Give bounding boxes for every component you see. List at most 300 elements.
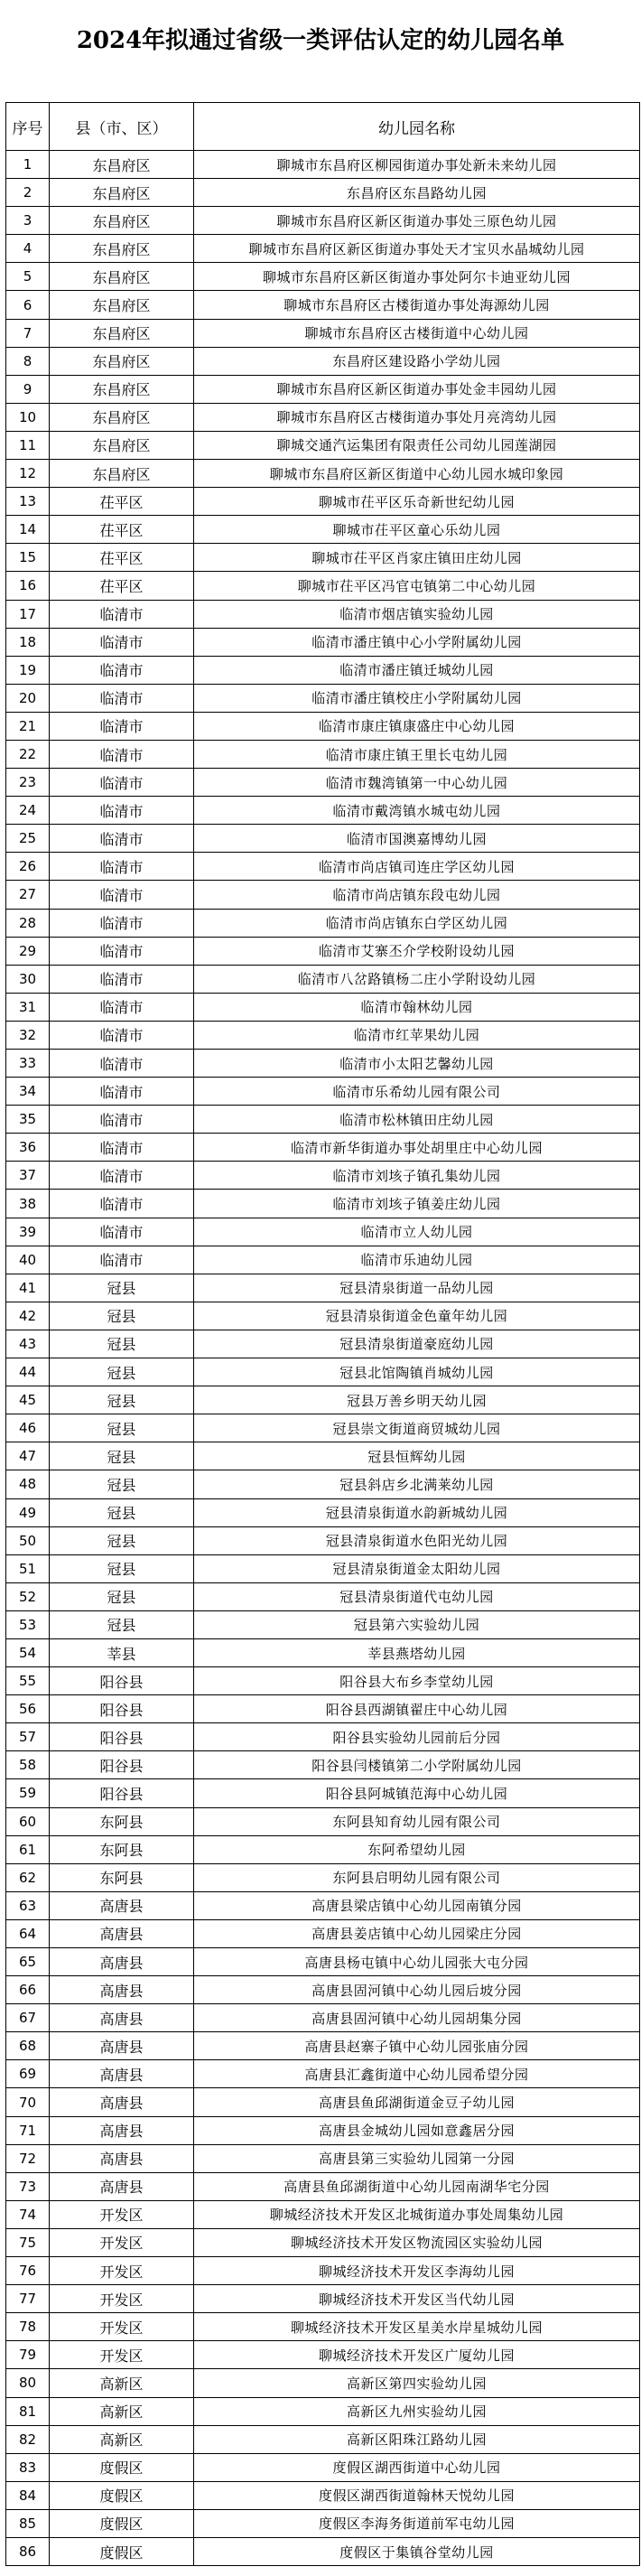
table-row — [6, 2397, 640, 2425]
table-row — [6, 403, 640, 431]
table-row — [6, 2116, 640, 2144]
row-kindergarten-name: 临清市康庄镇康盛庄中心幼儿园 — [194, 712, 640, 740]
table-row — [6, 881, 640, 909]
row-county: 临清市 — [50, 1218, 194, 1246]
row-kindergarten-name: 莘县燕塔幼儿园 — [194, 1638, 640, 1666]
table-row — [6, 235, 640, 263]
table-row — [6, 1835, 640, 1863]
table-row — [6, 1554, 640, 1582]
row-index: 56 — [6, 1695, 50, 1723]
table-row — [6, 347, 640, 375]
table-row — [6, 1386, 640, 1414]
row-kindergarten-name: 阳谷县闫楼镇第二小学附属幼儿园 — [194, 1751, 640, 1779]
row-index: 16 — [6, 572, 50, 600]
row-kindergarten-name: 高唐县第三实验幼儿园第一分园 — [194, 2144, 640, 2172]
row-kindergarten-name: 高唐县梁店镇中心幼儿园南镇分园 — [194, 1891, 640, 1919]
row-county: 高新区 — [50, 2369, 194, 2397]
row-kindergarten-name: 冠县清泉街道金太阳幼儿园 — [194, 1554, 640, 1582]
table-row — [6, 2285, 640, 2313]
table-row — [6, 1414, 640, 1442]
row-county: 开发区 — [50, 2341, 194, 2369]
table-row — [6, 797, 640, 825]
row-county: 开发区 — [50, 2228, 194, 2256]
row-county: 临清市 — [50, 797, 194, 825]
row-index: 61 — [6, 1835, 50, 1863]
table-row — [6, 2004, 640, 2032]
row-index: 40 — [6, 1246, 50, 1274]
row-kindergarten-name: 聊城市东昌府区古楼街道办事处月亮湾幼儿园 — [194, 403, 640, 431]
row-county: 度假区 — [50, 2453, 194, 2481]
row-kindergarten-name: 东昌府区建设路小学幼儿园 — [194, 347, 640, 375]
row-index: 86 — [6, 2537, 50, 2565]
row-index: 50 — [6, 1526, 50, 1554]
row-index: 85 — [6, 2509, 50, 2537]
row-index: 24 — [6, 797, 50, 825]
row-kindergarten-name: 高唐县固河镇中心幼儿园后坡分园 — [194, 1976, 640, 2004]
row-kindergarten-name: 聊城经济技术开发区当代幼儿园 — [194, 2285, 640, 2313]
row-index: 1 — [6, 151, 50, 179]
row-kindergarten-name: 冠县清泉街道一品幼儿园 — [194, 1274, 640, 1302]
row-county: 东昌府区 — [50, 207, 194, 235]
row-kindergarten-name: 度假区湖西街道中心幼儿园 — [194, 2453, 640, 2481]
row-kindergarten-name: 阳谷县西湖镇翟庄中心幼儿园 — [194, 1695, 640, 1723]
table-row — [6, 207, 640, 235]
row-index: 23 — [6, 769, 50, 797]
table-row — [6, 1302, 640, 1330]
table-row — [6, 1610, 640, 1638]
row-kindergarten-name: 聊城经济技术开发区星美水岸星城幼儿园 — [194, 2313, 640, 2341]
table-row — [6, 1470, 640, 1498]
table-row — [6, 937, 640, 965]
row-kindergarten-name: 冠县万善乡明天幼儿园 — [194, 1386, 640, 1414]
row-kindergarten-name: 临清市新华街道办事处胡里庄中心幼儿园 — [194, 1134, 640, 1162]
row-index: 12 — [6, 460, 50, 488]
table-row — [6, 2369, 640, 2397]
table-row — [6, 740, 640, 768]
row-kindergarten-name: 阳谷县阿城镇范海中心幼儿园 — [194, 1779, 640, 1807]
row-kindergarten-name: 聊城经济技术开发区李海幼儿园 — [194, 2257, 640, 2285]
row-county: 冠县 — [50, 1442, 194, 1470]
row-county: 临清市 — [50, 1050, 194, 1078]
row-county: 东昌府区 — [50, 235, 194, 263]
row-county: 东昌府区 — [50, 151, 194, 179]
row-index: 84 — [6, 2481, 50, 2509]
row-county: 度假区 — [50, 2481, 194, 2509]
table-row — [6, 2144, 640, 2172]
table-row — [6, 1050, 640, 1078]
row-county: 开发区 — [50, 2313, 194, 2341]
row-kindergarten-name: 临清市烟店镇实验幼儿园 — [194, 600, 640, 628]
row-index: 25 — [6, 825, 50, 853]
row-county: 冠县 — [50, 1582, 194, 1610]
table-row — [6, 1695, 640, 1723]
table-row — [6, 1442, 640, 1470]
row-kindergarten-name: 高新区第四实验幼儿园 — [194, 2369, 640, 2397]
row-index: 39 — [6, 1218, 50, 1246]
row-county: 茌平区 — [50, 488, 194, 516]
row-index: 20 — [6, 684, 50, 712]
row-kindergarten-name: 冠县清泉街道金色童年幼儿园 — [194, 1302, 640, 1330]
row-index: 47 — [6, 1442, 50, 1470]
row-county: 临清市 — [50, 909, 194, 937]
table-row — [6, 684, 640, 712]
row-index: 66 — [6, 1976, 50, 2004]
row-index: 35 — [6, 1106, 50, 1134]
table-row — [6, 431, 640, 459]
row-index: 51 — [6, 1554, 50, 1582]
row-index: 64 — [6, 1919, 50, 1947]
row-kindergarten-name: 东阿县知育幼儿园有限公司 — [194, 1807, 640, 1835]
row-county: 度假区 — [50, 2509, 194, 2537]
row-index: 57 — [6, 1723, 50, 1751]
row-index: 79 — [6, 2341, 50, 2369]
table-row — [6, 1246, 640, 1274]
row-index: 36 — [6, 1134, 50, 1162]
row-kindergarten-name: 度假区于集镇谷堂幼儿园 — [194, 2537, 640, 2565]
row-county: 冠县 — [50, 1386, 194, 1414]
table-row — [6, 572, 640, 600]
row-county: 高唐县 — [50, 2032, 194, 2060]
table-row — [6, 263, 640, 291]
row-county: 临清市 — [50, 1190, 194, 1218]
row-index: 10 — [6, 403, 50, 431]
table-row — [6, 1723, 640, 1751]
row-index: 52 — [6, 1582, 50, 1610]
table-row — [6, 1976, 640, 2004]
row-kindergarten-name: 高唐县鱼邱湖街道金豆子幼儿园 — [194, 2088, 640, 2116]
table-row — [6, 544, 640, 572]
row-kindergarten-name: 临清市艾寨丕介学校附设幼儿园 — [194, 937, 640, 965]
row-index: 13 — [6, 488, 50, 516]
row-index: 44 — [6, 1358, 50, 1386]
table-header-row — [6, 103, 640, 151]
table-row — [6, 993, 640, 1021]
row-index: 6 — [6, 291, 50, 319]
table-row — [6, 2453, 640, 2481]
row-index: 54 — [6, 1638, 50, 1666]
row-kindergarten-name: 临清市松林镇田庄幼儿园 — [194, 1106, 640, 1134]
row-county: 茌平区 — [50, 572, 194, 600]
row-county: 冠县 — [50, 1610, 194, 1638]
row-county: 开发区 — [50, 2200, 194, 2228]
row-index: 69 — [6, 2060, 50, 2088]
row-index: 81 — [6, 2397, 50, 2425]
row-kindergarten-name: 临清市魏湾镇第一中心幼儿园 — [194, 769, 640, 797]
row-index: 2 — [6, 179, 50, 207]
row-kindergarten-name: 高唐县鱼邱湖街道中心幼儿园南湖华宅分园 — [194, 2172, 640, 2200]
row-county: 东昌府区 — [50, 375, 194, 403]
row-kindergarten-name: 临清市潘庄镇中心小学附属幼儿园 — [194, 628, 640, 656]
row-county: 茌平区 — [50, 544, 194, 572]
row-index: 74 — [6, 2200, 50, 2228]
table-row — [6, 2032, 640, 2060]
row-county: 临清市 — [50, 1078, 194, 1106]
row-index: 3 — [6, 207, 50, 235]
row-kindergarten-name: 阳谷县大布乡李堂幼儿园 — [194, 1667, 640, 1695]
table-row — [6, 853, 640, 881]
row-index: 8 — [6, 347, 50, 375]
row-kindergarten-name: 聊城市茌平区童心乐幼儿园 — [194, 516, 640, 544]
row-county: 开发区 — [50, 2257, 194, 2285]
row-index: 28 — [6, 909, 50, 937]
row-index: 38 — [6, 1190, 50, 1218]
row-kindergarten-name: 聊城市东昌府区新区街道办事处三原色幼儿园 — [194, 207, 640, 235]
row-county: 高唐县 — [50, 1891, 194, 1919]
row-index: 4 — [6, 235, 50, 263]
row-kindergarten-name: 冠县北馆陶镇肖城幼儿园 — [194, 1358, 640, 1386]
table-row — [6, 2228, 640, 2256]
row-index: 11 — [6, 431, 50, 459]
row-county: 东昌府区 — [50, 179, 194, 207]
row-county: 阳谷县 — [50, 1751, 194, 1779]
row-index: 71 — [6, 2116, 50, 2144]
row-index: 22 — [6, 740, 50, 768]
row-index: 43 — [6, 1330, 50, 1358]
table-row — [6, 2509, 640, 2537]
table-row — [6, 1807, 640, 1835]
table-row — [6, 1162, 640, 1190]
row-kindergarten-name: 临清市潘庄镇迁城幼儿园 — [194, 656, 640, 684]
row-index: 14 — [6, 516, 50, 544]
row-index: 7 — [6, 319, 50, 347]
header-county: 县（市、区） — [50, 103, 194, 151]
row-county: 高唐县 — [50, 2116, 194, 2144]
table-row — [6, 2200, 640, 2228]
row-county: 东昌府区 — [50, 263, 194, 291]
row-index: 32 — [6, 1021, 50, 1049]
table-row — [6, 1638, 640, 1666]
table-row — [6, 1106, 640, 1134]
row-county: 临清市 — [50, 1021, 194, 1049]
row-kindergarten-name: 临清市刘垓子镇姜庄幼儿园 — [194, 1190, 640, 1218]
table-row — [6, 1078, 640, 1106]
row-county: 冠县 — [50, 1414, 194, 1442]
row-kindergarten-name: 临清市戴湾镇水城屯幼儿园 — [194, 797, 640, 825]
row-kindergarten-name: 临清市乐迪幼儿园 — [194, 1246, 640, 1274]
row-index: 42 — [6, 1302, 50, 1330]
table-row — [6, 1582, 640, 1610]
row-county: 高唐县 — [50, 1919, 194, 1947]
table-row — [6, 1358, 640, 1386]
header-index: 序号 — [6, 103, 50, 151]
row-kindergarten-name: 聊城交通汽运集团有限责任公司幼儿园莲湖园 — [194, 431, 640, 459]
row-index: 41 — [6, 1274, 50, 1302]
table-row — [6, 1134, 640, 1162]
table-row — [6, 1779, 640, 1807]
table-row — [6, 319, 640, 347]
row-index: 27 — [6, 881, 50, 909]
row-county: 度假区 — [50, 2537, 194, 2565]
row-index: 73 — [6, 2172, 50, 2200]
row-index: 76 — [6, 2257, 50, 2285]
row-index: 60 — [6, 1807, 50, 1835]
row-county: 临清市 — [50, 1246, 194, 1274]
row-county: 临清市 — [50, 740, 194, 768]
row-index: 62 — [6, 1863, 50, 1891]
row-index: 48 — [6, 1470, 50, 1498]
row-kindergarten-name: 临清市乐希幼儿园有限公司 — [194, 1078, 640, 1106]
row-county: 临清市 — [50, 1134, 194, 1162]
table-row — [6, 488, 640, 516]
table-row — [6, 2088, 640, 2116]
table-row — [6, 1863, 640, 1891]
row-kindergarten-name: 度假区李海务街道前军屯幼儿园 — [194, 2509, 640, 2537]
table-row — [6, 909, 640, 937]
table-row — [6, 712, 640, 740]
table-row — [6, 2172, 640, 2200]
row-kindergarten-name: 聊城市茌平区乐奇新世纪幼儿园 — [194, 488, 640, 516]
row-county: 高唐县 — [50, 1976, 194, 2004]
row-index: 49 — [6, 1498, 50, 1526]
row-county: 冠县 — [50, 1470, 194, 1498]
header-name: 幼儿园名称 — [194, 103, 640, 151]
row-index: 33 — [6, 1050, 50, 1078]
row-kindergarten-name: 聊城经济技术开发区北城街道办事处周集幼儿园 — [194, 2200, 640, 2228]
table-row — [6, 1498, 640, 1526]
row-index: 70 — [6, 2088, 50, 2116]
table-row — [6, 516, 640, 544]
row-county: 茌平区 — [50, 516, 194, 544]
table-row — [6, 2060, 640, 2088]
row-kindergarten-name: 临清市刘垓子镇孔集幼儿园 — [194, 1162, 640, 1190]
row-kindergarten-name: 聊城经济技术开发区物流园区实验幼儿园 — [194, 2228, 640, 2256]
table-row — [6, 460, 640, 488]
row-index: 9 — [6, 375, 50, 403]
table-row — [6, 2537, 640, 2565]
kindergarten-table — [5, 102, 640, 2566]
row-county: 东昌府区 — [50, 319, 194, 347]
table-row — [6, 1274, 640, 1302]
row-kindergarten-name: 临清市尚店镇东段屯幼儿园 — [194, 881, 640, 909]
row-index: 30 — [6, 965, 50, 993]
row-index: 82 — [6, 2425, 50, 2453]
table-row — [6, 1667, 640, 1695]
row-kindergarten-name: 冠县恒辉幼儿园 — [194, 1442, 640, 1470]
row-kindergarten-name: 东昌府区东昌路幼儿园 — [194, 179, 640, 207]
row-kindergarten-name: 临清市红苹果幼儿园 — [194, 1021, 640, 1049]
row-kindergarten-name: 高唐县金城幼儿园如意鑫居分园 — [194, 2116, 640, 2144]
row-county: 东阿县 — [50, 1807, 194, 1835]
row-kindergarten-name: 冠县崇文街道商贸城幼儿园 — [194, 1414, 640, 1442]
row-index: 77 — [6, 2285, 50, 2313]
row-county: 东昌府区 — [50, 347, 194, 375]
row-county: 高唐县 — [50, 2088, 194, 2116]
row-index: 78 — [6, 2313, 50, 2341]
row-county: 冠县 — [50, 1302, 194, 1330]
row-county: 冠县 — [50, 1358, 194, 1386]
row-index: 5 — [6, 263, 50, 291]
table-body — [6, 151, 640, 2566]
row-index: 15 — [6, 544, 50, 572]
table-row — [6, 769, 640, 797]
row-kindergarten-name: 冠县清泉街道水色阳光幼儿园 — [194, 1526, 640, 1554]
row-index: 75 — [6, 2228, 50, 2256]
table-row — [6, 291, 640, 319]
row-index: 37 — [6, 1162, 50, 1190]
row-index: 17 — [6, 600, 50, 628]
row-index: 19 — [6, 656, 50, 684]
row-county: 临清市 — [50, 769, 194, 797]
row-kindergarten-name: 临清市小太阳艺馨幼儿园 — [194, 1050, 640, 1078]
row-county: 冠县 — [50, 1554, 194, 1582]
row-index: 58 — [6, 1751, 50, 1779]
row-kindergarten-name: 聊城市东昌府区新区街道办事处天才宝贝水晶城幼儿园 — [194, 235, 640, 263]
row-kindergarten-name: 高唐县固河镇中心幼儿园胡集分园 — [194, 2004, 640, 2032]
row-kindergarten-name: 临清市八岔路镇杨二庄小学附设幼儿园 — [194, 965, 640, 993]
row-county: 冠县 — [50, 1498, 194, 1526]
row-kindergarten-name: 临清市翰林幼儿园 — [194, 993, 640, 1021]
row-county: 冠县 — [50, 1330, 194, 1358]
row-county: 临清市 — [50, 600, 194, 628]
table-row — [6, 2425, 640, 2453]
row-county: 高新区 — [50, 2425, 194, 2453]
row-county: 临清市 — [50, 937, 194, 965]
row-index: 65 — [6, 1948, 50, 1976]
row-index: 45 — [6, 1386, 50, 1414]
table-row — [6, 1751, 640, 1779]
row-index: 31 — [6, 993, 50, 1021]
row-index: 21 — [6, 712, 50, 740]
row-county: 冠县 — [50, 1526, 194, 1554]
row-kindergarten-name: 高新区阳珠江路幼儿园 — [194, 2425, 640, 2453]
row-index: 46 — [6, 1414, 50, 1442]
row-kindergarten-name: 临清市康庄镇王里长屯幼儿园 — [194, 740, 640, 768]
row-county: 高新区 — [50, 2397, 194, 2425]
row-county: 阳谷县 — [50, 1667, 194, 1695]
row-kindergarten-name: 东阿希望幼儿园 — [194, 1835, 640, 1863]
row-county: 莘县 — [50, 1638, 194, 1666]
table-row — [6, 1330, 640, 1358]
table-row — [6, 1948, 640, 1976]
row-kindergarten-name: 聊城市东昌府区新区街道办事处金丰园幼儿园 — [194, 375, 640, 403]
table-row — [6, 1218, 640, 1246]
row-kindergarten-name: 高唐县姜店镇中心幼儿园梁庄分园 — [194, 1919, 640, 1947]
row-kindergarten-name: 聊城市东昌府区古楼街道中心幼儿园 — [194, 319, 640, 347]
table-row — [6, 628, 640, 656]
row-kindergarten-name: 冠县清泉街道代屯幼儿园 — [194, 1582, 640, 1610]
row-county: 临清市 — [50, 712, 194, 740]
row-county: 临清市 — [50, 825, 194, 853]
row-kindergarten-name: 临清市立人幼儿园 — [194, 1218, 640, 1246]
row-county: 高唐县 — [50, 1948, 194, 1976]
row-county: 东阿县 — [50, 1835, 194, 1863]
row-county: 临清市 — [50, 684, 194, 712]
row-county: 阳谷县 — [50, 1695, 194, 1723]
row-kindergarten-name: 临清市尚店镇东白学区幼儿园 — [194, 909, 640, 937]
row-county: 高唐县 — [50, 2172, 194, 2200]
row-county: 高唐县 — [50, 2060, 194, 2088]
table-row — [6, 179, 640, 207]
row-kindergarten-name: 高唐县赵寨子镇中心幼儿园张庙分园 — [194, 2032, 640, 2060]
table-row — [6, 965, 640, 993]
row-kindergarten-name: 聊城市东昌府区新区街道中心幼儿园水城印象园 — [194, 460, 640, 488]
row-kindergarten-name: 冠县清泉街道水韵新城幼儿园 — [194, 1498, 640, 1526]
row-kindergarten-name: 聊城市茌平区冯官屯镇第二中心幼儿园 — [194, 572, 640, 600]
table-row — [6, 825, 640, 853]
row-county: 东阿县 — [50, 1863, 194, 1891]
row-index: 55 — [6, 1667, 50, 1695]
row-county: 临清市 — [50, 656, 194, 684]
table-row — [6, 151, 640, 179]
row-kindergarten-name: 东阿县启明幼儿园有限公司 — [194, 1863, 640, 1891]
row-county: 东昌府区 — [50, 291, 194, 319]
row-kindergarten-name: 聊城市东昌府区古楼街道办事处海源幼儿园 — [194, 291, 640, 319]
row-kindergarten-name: 冠县清泉街道豪庭幼儿园 — [194, 1330, 640, 1358]
row-kindergarten-name: 高唐县杨屯镇中心幼儿园张大屯分园 — [194, 1948, 640, 1976]
row-kindergarten-name: 聊城市东昌府区柳园街道办事处新未来幼儿园 — [194, 151, 640, 179]
row-kindergarten-name: 聊城市东昌府区新区街道办事处阿尔卡迪亚幼儿园 — [194, 263, 640, 291]
row-kindergarten-name: 临清市尚店镇司连庄学区幼儿园 — [194, 853, 640, 881]
